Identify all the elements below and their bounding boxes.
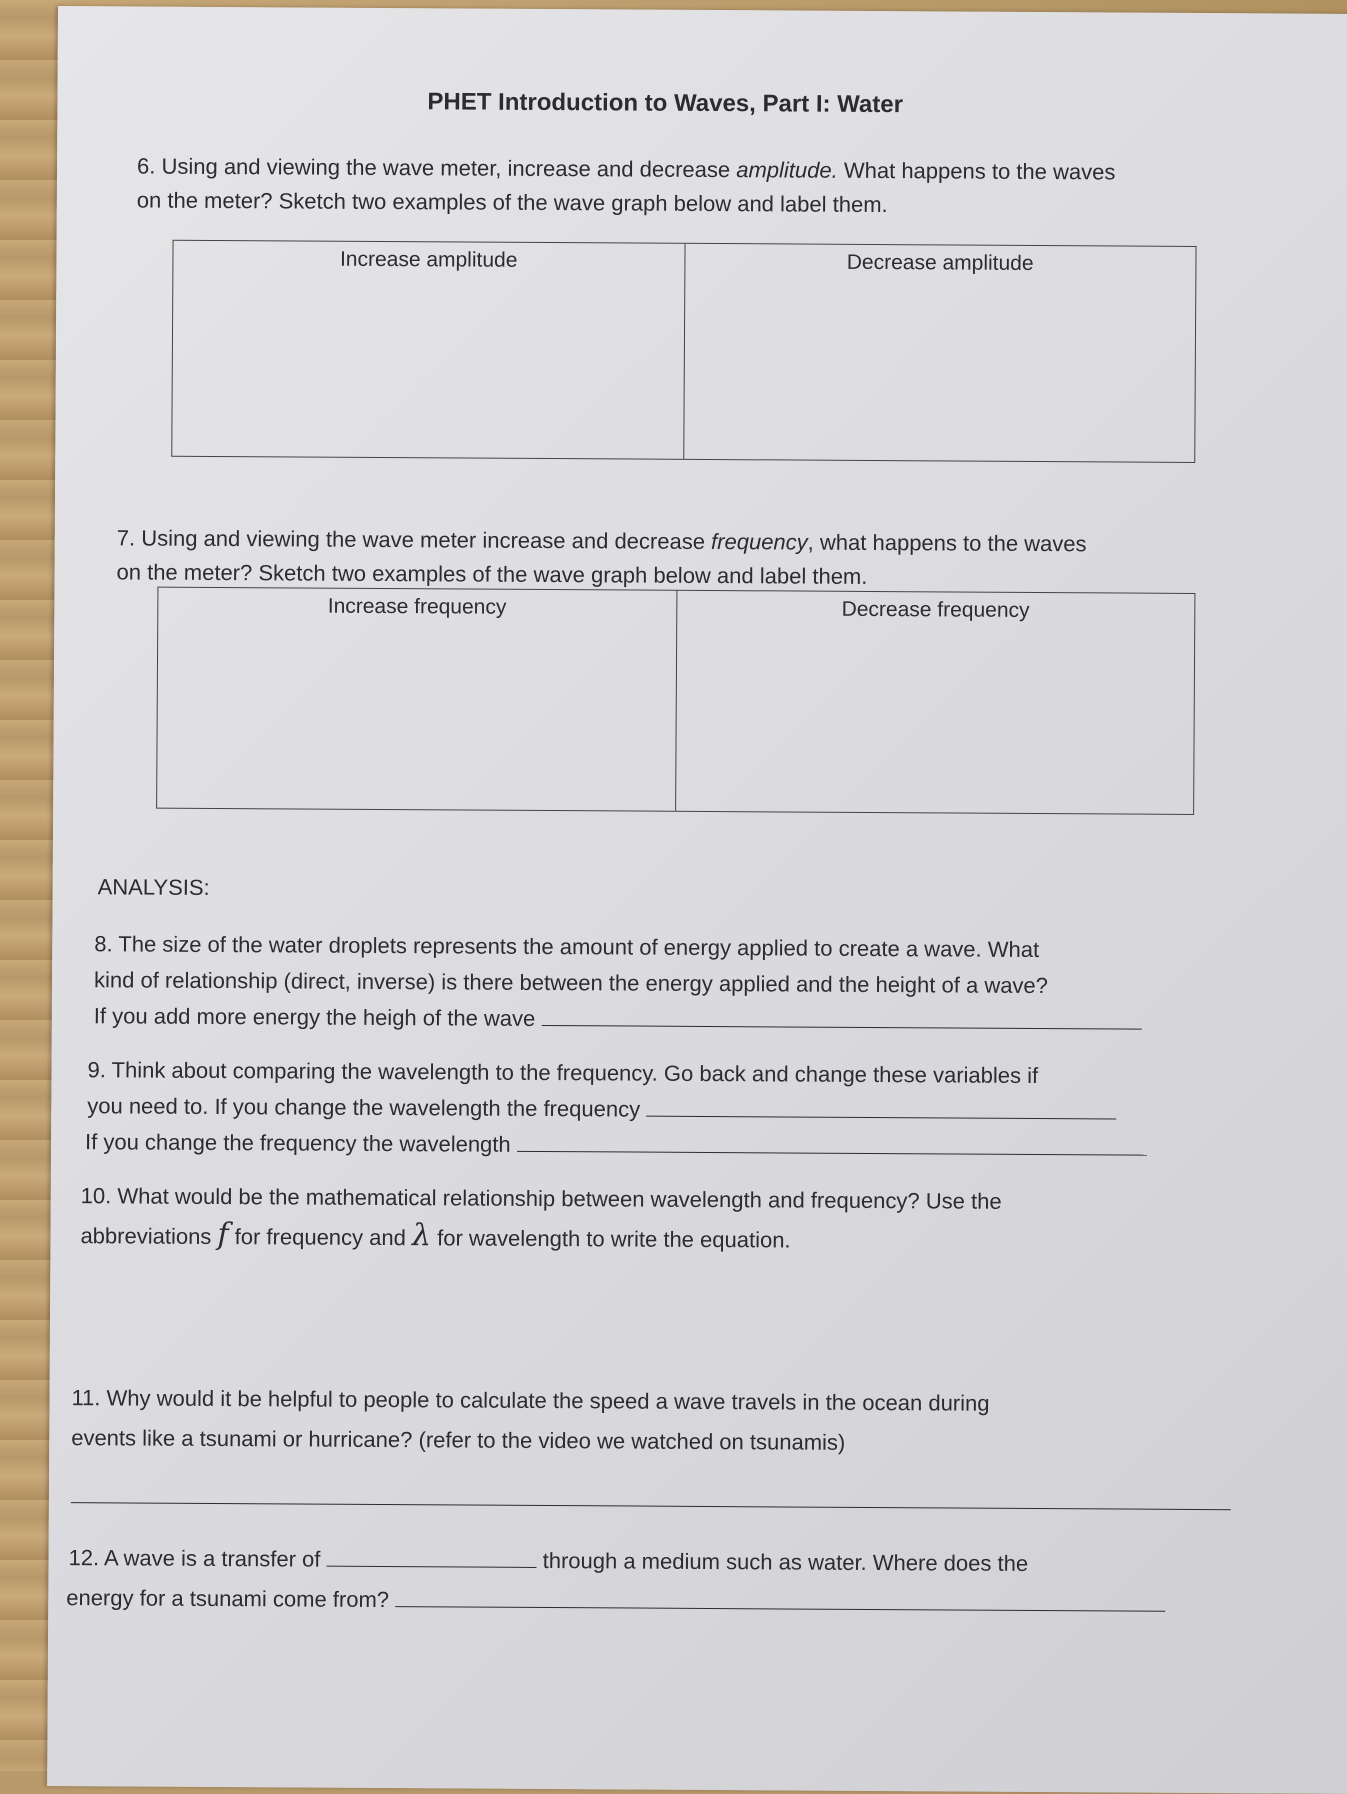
question-12-text-a: 12. A wave is a transfer of (68, 1545, 327, 1572)
question-10-text-a: abbreviations (80, 1223, 218, 1249)
question-9-prompt-a: you need to. If you change the wavelength the frequency (87, 1093, 641, 1122)
decrease-frequency-box[interactable] (676, 591, 1195, 814)
question-6-text-b: What happens to the waves (837, 157, 1116, 185)
increase-amplitude-label: Increase amplitude (339, 247, 518, 272)
question-7-emphasis: frequency (711, 528, 808, 555)
question-12-text-b: through a medium such as water. Where does the (536, 1547, 1029, 1576)
question-9-answer-blank-1[interactable] (646, 1094, 1116, 1120)
question-8-line-1: 8. The size of the water droplets represents the amount of energy applied to create a wave. What (94, 931, 1040, 963)
question-12-line-2 (66, 1580, 1165, 1623)
question-9-line-2 (87, 1088, 1116, 1130)
decrease-frequency-label: Decrease frequency (841, 597, 1030, 622)
question-12-line-1 (68, 1540, 1028, 1582)
question-8-prompt: If you add more energy the heigh of the wave (93, 1003, 536, 1031)
increase-frequency-label: Increase frequency (327, 594, 507, 619)
question-11-line-1: 11. Why would it be helpful to people to calculate the speed a wave travels in the ocean during (71, 1385, 990, 1416)
increase-amplitude-box[interactable] (172, 241, 685, 459)
question-6-number: 6. (136, 153, 156, 179)
increase-frequency-box[interactable] (157, 588, 677, 811)
question-12-answer-blank-1[interactable] (327, 1544, 537, 1568)
question-12-answer-blank-2[interactable] (395, 1584, 1165, 1612)
amplitude-sketch-table (171, 240, 1196, 463)
question-9-line-3 (85, 1124, 1147, 1166)
question-9-line-1: 9. Think about comparing the wavelength to the frequency. Go back and change these variables if (87, 1057, 1039, 1089)
question-11-answer-line[interactable] (71, 1502, 1231, 1510)
question-9-prompt-b: If you change the frequency the wavelength (84, 1129, 511, 1157)
question-10-line-2 (80, 1216, 790, 1258)
question-11-line-2: events like a tsunami or hurricane? (refer to the video we watched on tsunamis) (71, 1425, 846, 1455)
wavelength-symbol: λ (411, 1218, 432, 1254)
question-7-text-b: , what happens to the waves (807, 529, 1087, 557)
question-10-text-c: for wavelength to write the equation. (430, 1225, 791, 1253)
question-6-text-a: Using and viewing the wave meter, increase and decrease (161, 153, 737, 183)
decrease-amplitude-label: Decrease amplitude (846, 250, 1034, 275)
question-10-text-b: for frequency and (228, 1224, 413, 1251)
question-7-line-2: on the meter? Sketch two examples of the wave graph below and label them. (116, 559, 868, 589)
frequency-sketch-table (156, 587, 1195, 815)
question-7-text-a: Using and viewing the wave meter increase and decrease (141, 525, 712, 554)
question-8-answer-blank[interactable] (541, 1003, 1141, 1030)
question-9-answer-blank-2[interactable] (517, 1129, 1147, 1156)
question-6-emphasis: amplitude. (736, 157, 838, 183)
worksheet-page (47, 6, 1347, 1794)
page-title: PHET Introduction to Waves, Part I: Water (427, 88, 904, 119)
decrease-amplitude-box[interactable] (684, 244, 1196, 462)
question-10-line-1: 10. What would be the mathematical relationship between wavelength and frequency? Use the (80, 1183, 1002, 1214)
question-12-prompt: energy for a tsunami come from? (66, 1585, 396, 1613)
question-6-line-2: on the meter? Sketch two examples of the wave graph below and label them. (136, 187, 888, 218)
question-7-number: 7. (116, 525, 136, 551)
analysis-heading: ANALYSIS: (97, 874, 210, 900)
question-8-line-2: kind of relationship (direct, inverse) is there between the energy applied and the height of a wave? (93, 967, 1049, 999)
frequency-symbol: f (217, 1216, 229, 1253)
question-8-line-3 (94, 998, 1142, 1040)
